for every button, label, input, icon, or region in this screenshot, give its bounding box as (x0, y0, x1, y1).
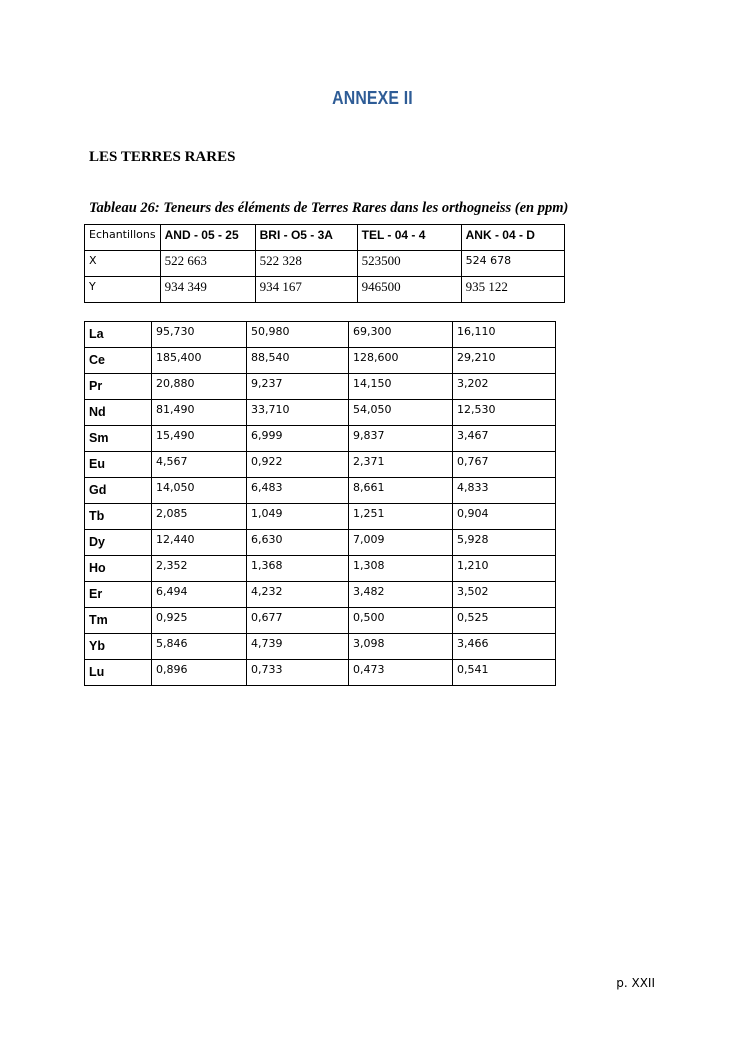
table-cell: 0,767 (453, 452, 556, 478)
element-label-cell: Ce (85, 348, 152, 374)
table-cell: 0,500 (349, 608, 453, 634)
table-cell: 0,904 (453, 504, 556, 530)
table-cell: 7,009 (349, 530, 453, 556)
table-cell: 88,540 (247, 348, 349, 374)
table-cell: 29,210 (453, 348, 556, 374)
table-cell: 4,567 (152, 452, 247, 478)
table-cell: 69,300 (349, 322, 453, 348)
table-cell: 946500 (357, 277, 461, 303)
table-cell: 934 349 (160, 277, 255, 303)
table-row (85, 426, 556, 452)
element-label-cell: Tm (85, 608, 152, 634)
table-cell: 1,210 (453, 556, 556, 582)
section-heading: LES TERRES RARES (89, 149, 236, 165)
element-label-cell: Tb (85, 504, 152, 530)
table-cell: 0,677 (247, 608, 349, 634)
table-cell: 0,733 (247, 660, 349, 686)
table-cell: 934 167 (255, 277, 357, 303)
table-cell: 128,600 (349, 348, 453, 374)
table-row (85, 374, 556, 400)
sample-header-cell: BRI - O5 - 3A (255, 225, 357, 251)
table-cell: 9,237 (247, 374, 349, 400)
table-cell: 185,400 (152, 348, 247, 374)
table-cell: 0,922 (247, 452, 349, 478)
table-row (85, 322, 556, 348)
annexe-title: ANNEXE II (332, 88, 413, 108)
table-row (85, 504, 556, 530)
table-cell: 0,896 (152, 660, 247, 686)
table-cell: 14,050 (152, 478, 247, 504)
table-cell: 15,490 (152, 426, 247, 452)
table-header-row (85, 225, 565, 251)
element-label-cell: Nd (85, 400, 152, 426)
table-cell: 33,710 (247, 400, 349, 426)
table-cell: 5,846 (152, 634, 247, 660)
table-cell: 6,999 (247, 426, 349, 452)
row-label-cell: Y (85, 277, 161, 303)
table-cell: 3,467 (453, 426, 556, 452)
element-label-cell: Yb (85, 634, 152, 660)
table-cell: 0,541 (453, 660, 556, 686)
table-cell: 935 122 (461, 277, 564, 303)
table-cell: 4,833 (453, 478, 556, 504)
table-row (85, 660, 556, 686)
header-label-cell: Echantillons (85, 225, 161, 251)
table-cell: 4,739 (247, 634, 349, 660)
page-number: p. XXII (616, 976, 655, 990)
table-cell: 6,494 (152, 582, 247, 608)
element-label-cell: Sm (85, 426, 152, 452)
table-row (85, 530, 556, 556)
element-label-cell: Pr (85, 374, 152, 400)
table-cell: 95,730 (152, 322, 247, 348)
element-label-cell: Ho (85, 556, 152, 582)
table-row (85, 348, 556, 374)
table-cell: 5,928 (453, 530, 556, 556)
table-cell: 14,150 (349, 374, 453, 400)
table-cell: 8,661 (349, 478, 453, 504)
table-cell: 1,049 (247, 504, 349, 530)
table-cell: 3,482 (349, 582, 453, 608)
table-cell: 6,630 (247, 530, 349, 556)
table-row (85, 608, 556, 634)
table-row (85, 277, 565, 303)
table-cell: 3,202 (453, 374, 556, 400)
table-cell: 6,483 (247, 478, 349, 504)
table-cell: 54,050 (349, 400, 453, 426)
table-cell: 1,251 (349, 504, 453, 530)
row-label-cell: X (85, 251, 161, 277)
element-label-cell: Lu (85, 660, 152, 686)
table-row (85, 400, 556, 426)
table-caption: Tableau 26: Teneurs des éléments de Terres Rares dans les orthogneiss (en ppm) (89, 200, 569, 216)
table-row (85, 452, 556, 478)
table-row (85, 582, 556, 608)
table-cell: 1,308 (349, 556, 453, 582)
table-row (85, 634, 556, 660)
table-row (85, 251, 565, 277)
table-row (85, 556, 556, 582)
table-cell: 524 678 (461, 251, 564, 277)
element-label-cell: Dy (85, 530, 152, 556)
sample-coordinates-table (84, 224, 565, 303)
table-cell: 0,925 (152, 608, 247, 634)
table-cell: 2,352 (152, 556, 247, 582)
element-label-cell: La (85, 322, 152, 348)
table-cell: 2,085 (152, 504, 247, 530)
table-cell: 9,837 (349, 426, 453, 452)
element-label-cell: Er (85, 582, 152, 608)
table-cell: 3,502 (453, 582, 556, 608)
table-cell: 4,232 (247, 582, 349, 608)
table-cell: 50,980 (247, 322, 349, 348)
table-cell: 523500 (357, 251, 461, 277)
element-label-cell: Gd (85, 478, 152, 504)
table-cell: 12,530 (453, 400, 556, 426)
table-cell: 1,368 (247, 556, 349, 582)
sample-header-cell: AND - 05 - 25 (160, 225, 255, 251)
table-cell: 522 663 (160, 251, 255, 277)
table-cell: 3,466 (453, 634, 556, 660)
table-cell: 0,473 (349, 660, 453, 686)
element-label-cell: Eu (85, 452, 152, 478)
sample-header-cell: TEL - 04 - 4 (357, 225, 461, 251)
table-cell: 522 328 (255, 251, 357, 277)
table-cell: 0,525 (453, 608, 556, 634)
table-cell: 16,110 (453, 322, 556, 348)
table-cell: 81,490 (152, 400, 247, 426)
table-row (85, 478, 556, 504)
table-cell: 3,098 (349, 634, 453, 660)
table-cell: 12,440 (152, 530, 247, 556)
rare-earth-elements-table (84, 321, 556, 686)
sample-header-cell: ANK - 04 - D (461, 225, 564, 251)
table-cell: 20,880 (152, 374, 247, 400)
table-cell: 2,371 (349, 452, 453, 478)
